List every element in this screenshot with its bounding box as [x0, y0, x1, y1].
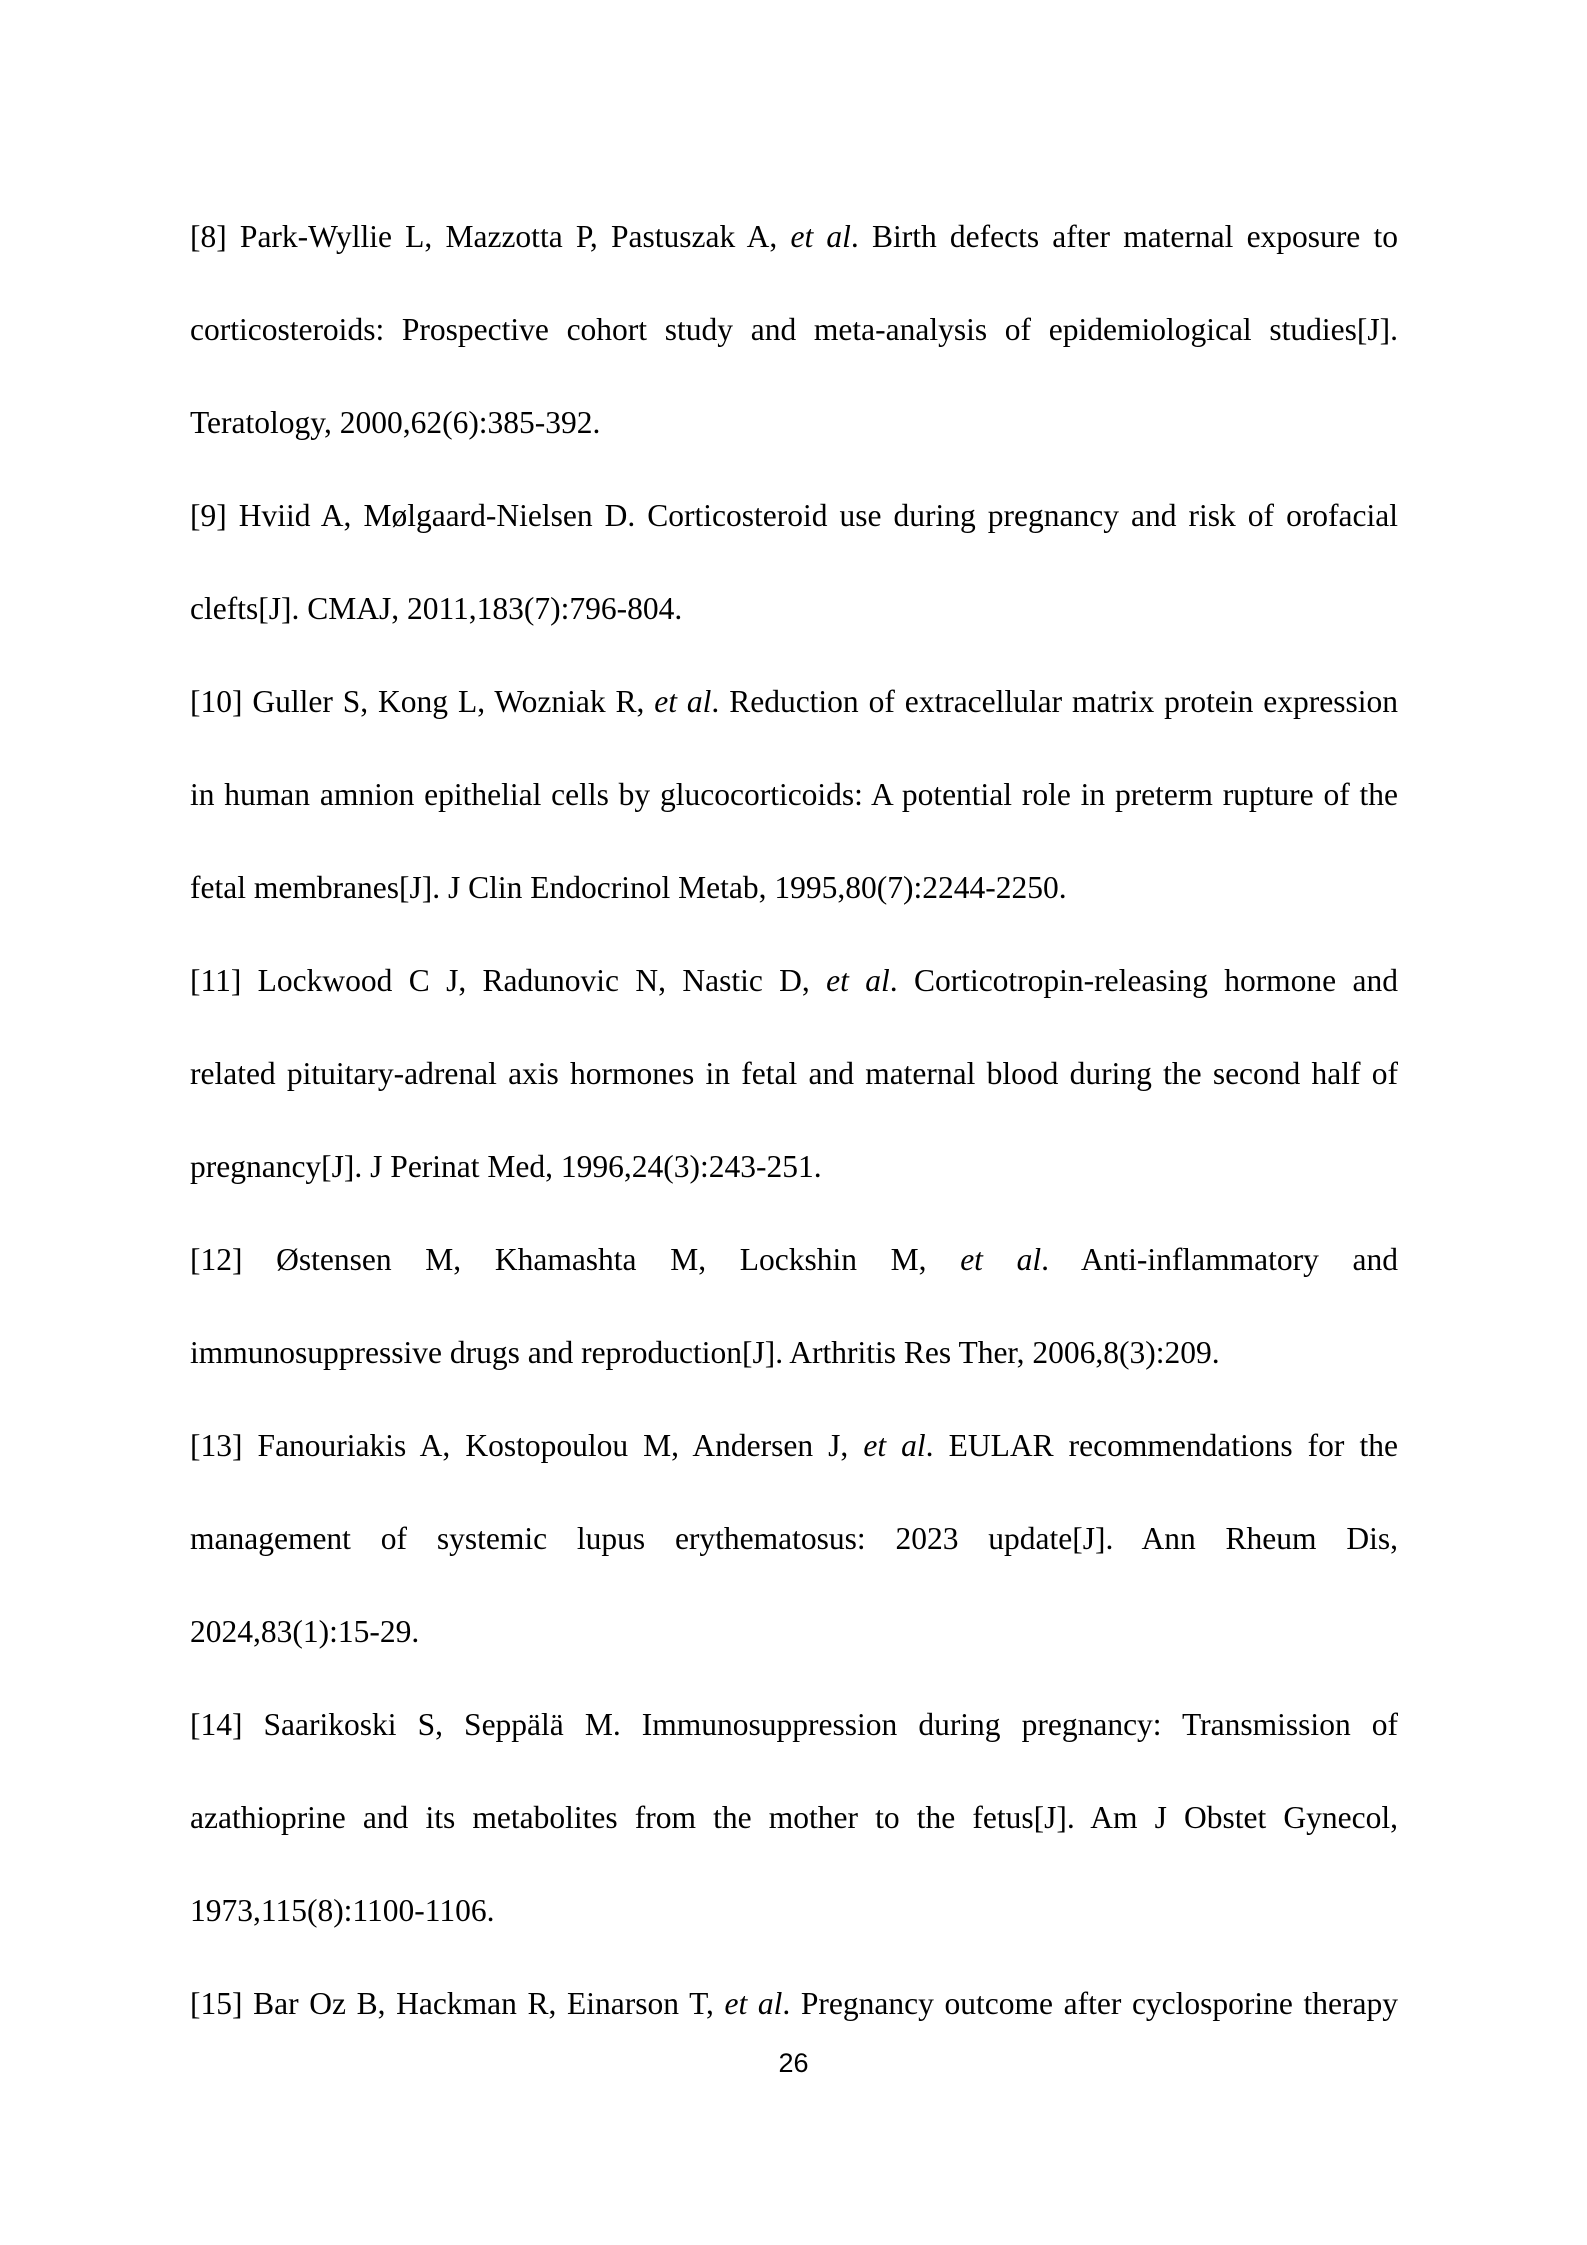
- reference-text: management of systemic lupus erythematosus: 2023 update[J]. Ann Rheum Dis,: [190, 1521, 1398, 1556]
- reference-line: [190, 841, 1398, 934]
- reference-line: [190, 1864, 1398, 1957]
- reference-text: [15] Bar Oz B, Hackman R, Einarson T,: [190, 1986, 725, 2021]
- reference-line: [190, 748, 1398, 841]
- reference-text: [12] Østensen M, Khamashta M, Lockshin M,: [190, 1242, 961, 1277]
- reference-text: pregnancy[J]. J Perinat Med, 1996,24(3):243-251.: [190, 1149, 822, 1184]
- reference-text: [9] Hviid A, Mølgaard-Nielsen D. Corticosteroid use during pregnancy and risk of orofacial: [190, 498, 1398, 533]
- reference-text: Teratology, 2000,62(6):385-392.: [190, 405, 601, 440]
- et-al-italic: et al: [790, 219, 851, 254]
- reference-line: [190, 655, 1398, 748]
- reference-line: [190, 376, 1398, 469]
- reference-text: . Anti-inflammatory and: [1041, 1242, 1398, 1277]
- reference-line: [190, 1957, 1398, 2050]
- reference-item-10: [190, 655, 1398, 934]
- reference-item-12: [190, 1213, 1398, 1399]
- reference-line: [190, 283, 1398, 376]
- reference-line: [190, 469, 1398, 562]
- reference-item-15: [190, 1957, 1398, 2050]
- reference-text: . Corticotropin-releasing hormone and: [889, 963, 1398, 998]
- reference-line: [190, 1213, 1398, 1306]
- reference-text: [8] Park-Wyllie L, Mazzotta P, Pastuszak A,: [190, 219, 791, 254]
- reference-line: [190, 1306, 1398, 1399]
- page-footer: [0, 2042, 1587, 2084]
- reference-line: [190, 1120, 1398, 1213]
- reference-text: . EULAR recommendations for the: [925, 1428, 1398, 1463]
- reference-text: . Reduction of extracellular matrix protein expression: [711, 684, 1398, 719]
- reference-line: [190, 562, 1398, 655]
- references-list: [190, 190, 1398, 2050]
- reference-text: in human amnion epithelial cells by glucocorticoids: A potential role in preterm rupture of the: [190, 777, 1398, 812]
- reference-line: [190, 1771, 1398, 1864]
- reference-text: . Birth defects after maternal exposure to: [850, 219, 1398, 254]
- reference-item-11: [190, 934, 1398, 1213]
- reference-line: [190, 1027, 1398, 1120]
- reference-text: [13] Fanouriakis A, Kostopoulou M, Andersen J,: [190, 1428, 864, 1463]
- reference-text: azathioprine and its metabolites from the mother to the fetus[J]. Am J Obstet Gynecol,: [190, 1800, 1398, 1835]
- reference-text: clefts[J]. CMAJ, 2011,183(7):796-804.: [190, 591, 683, 626]
- reference-line: [190, 190, 1398, 283]
- page-number: 26: [778, 2048, 809, 2078]
- reference-line: [190, 1678, 1398, 1771]
- reference-line: [190, 1492, 1398, 1585]
- reference-line: [190, 934, 1398, 1027]
- reference-text: 2024,83(1):15-29.: [190, 1614, 420, 1649]
- reference-text: [10] Guller S, Kong L, Wozniak R,: [190, 684, 655, 719]
- reference-text: . Pregnancy outcome after cyclosporine therapy: [782, 1986, 1398, 2021]
- reference-line: [190, 1399, 1398, 1492]
- reference-text: [11] Lockwood C J, Radunovic N, Nastic D,: [190, 963, 827, 998]
- et-al-italic: et al: [654, 684, 712, 719]
- reference-text: [14] Saarikoski S, Seppälä M. Immunosuppression during pregnancy: Transmission of: [190, 1707, 1398, 1742]
- reference-text: fetal membranes[J]. J Clin Endocrinol Metab, 1995,80(7):2244-2250.: [190, 870, 1067, 905]
- reference-text: related pituitary-adrenal axis hormones in fetal and maternal blood during the second half of: [190, 1056, 1398, 1091]
- et-al-italic: et al: [826, 963, 890, 998]
- et-al-italic: et al: [863, 1428, 926, 1463]
- reference-item-14: [190, 1678, 1398, 1957]
- reference-item-9: [190, 469, 1398, 655]
- reference-text: immunosuppressive drugs and reproduction[J]. Arthritis Res Ther, 2006,8(3):209.: [190, 1335, 1220, 1370]
- reference-item-13: [190, 1399, 1398, 1678]
- et-al-italic: et al: [960, 1242, 1042, 1277]
- reference-item-8: [190, 190, 1398, 469]
- reference-text: corticosteroids: Prospective cohort study and meta-analysis of epidemiological studies[J].: [190, 312, 1398, 347]
- et-al-italic: et al: [724, 1986, 783, 2021]
- reference-line: [190, 1585, 1398, 1678]
- reference-text: 1973,115(8):1100-1106.: [190, 1893, 495, 1928]
